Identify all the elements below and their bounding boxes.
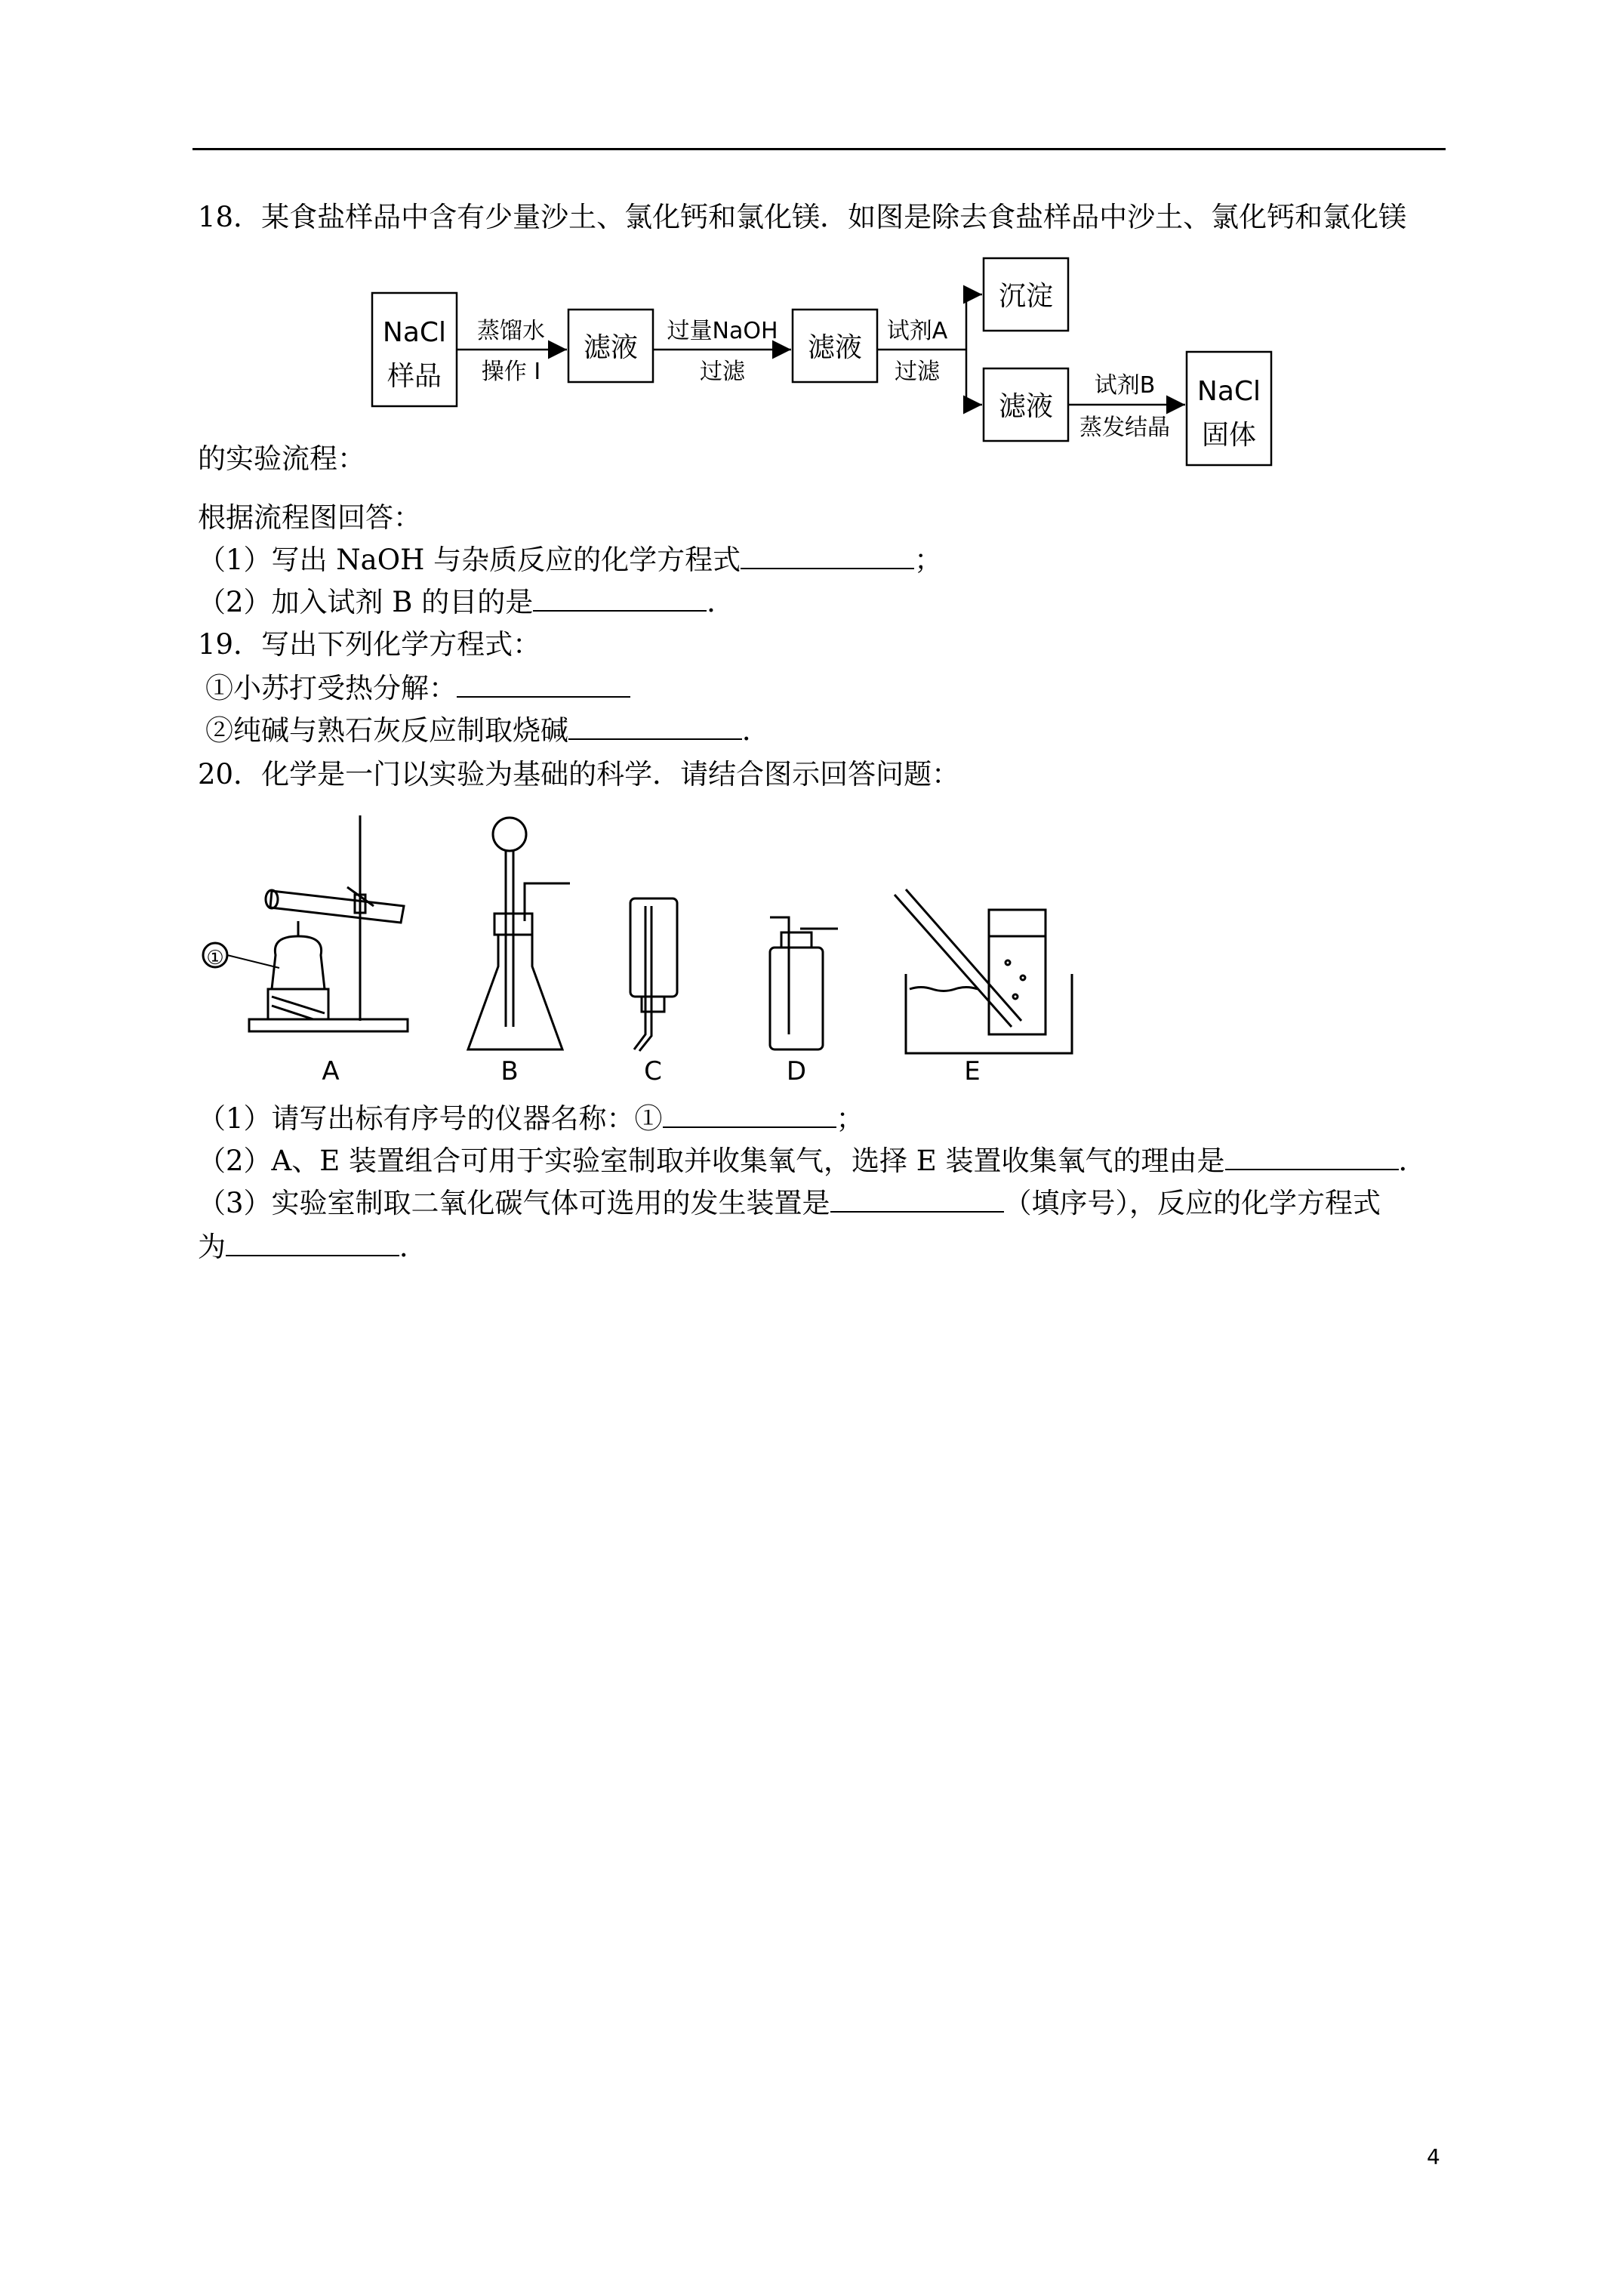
q20-sub1-text: （1）请写出标有序号的仪器名称：① <box>198 1102 663 1135</box>
e-delivery-tube <box>895 895 1012 1027</box>
q18-sub1-text: （1）写出 NaOH 与杂质反应的化学方程式 <box>198 544 741 576</box>
q20-apparatus-figure <box>192 800 1136 1099</box>
marker-label: ① <box>206 947 224 969</box>
q20-sub1 <box>198 1101 864 1137</box>
flow-solid-l2: 固体 <box>1201 420 1257 451</box>
flow-arrow2-top: 过量NaOH <box>667 318 778 344</box>
q20-sub3-cont <box>198 1229 427 1265</box>
q20-sub3-end: ． <box>399 1231 427 1263</box>
flow-arrow3-top: 试剂A <box>886 318 948 344</box>
q20-stem: 20．化学是一门以实验为基础的科学．请结合图示回答问题： <box>198 758 960 791</box>
q19-sub2-end: ． <box>742 714 770 747</box>
q20-sub3-cont-text: 为 <box>198 1231 226 1263</box>
answer-blank[interactable] <box>663 1101 836 1128</box>
flow-arrow1-top: 蒸馏水 <box>477 318 545 344</box>
flow-filtrate-3: 滤液 <box>998 391 1054 422</box>
label-d: D <box>786 1056 807 1086</box>
apparatus-c <box>630 898 677 1051</box>
flow-arrow1-bot: 操作 I <box>481 359 541 385</box>
q20-sub3 <box>198 1185 1381 1222</box>
page-number: 4 <box>1427 2144 1440 2169</box>
flow-solid-l1: NaCl <box>1196 376 1261 407</box>
flow-filtrate-1: 滤液 <box>583 332 639 363</box>
flow-sample-l1: NaCl <box>382 317 447 348</box>
apparatus-d <box>770 917 838 1049</box>
q20-sub2-text: （2）A、E 装置组合可用于实验室制取并收集氧气，选择 E 装置收集氧气的理由是 <box>198 1145 1225 1177</box>
apparatus-a <box>203 815 408 1031</box>
q20-sub1-end: ； <box>836 1102 864 1135</box>
apparatus-e <box>895 889 1072 1053</box>
conical-flask <box>468 935 562 1049</box>
header-rule <box>192 148 1446 150</box>
q20-sub3-text: （3）实验室制取二氧化碳气体可选用的发生装置是 <box>198 1187 830 1219</box>
c-tube <box>634 906 645 1049</box>
flow-sample-l2: 样品 <box>387 361 442 392</box>
answer-blank[interactable] <box>533 584 707 612</box>
q20-sub2 <box>198 1143 1427 1179</box>
alcohol-lamp <box>272 936 325 989</box>
q18-flowchart <box>366 249 1295 476</box>
label-a: A <box>322 1056 340 1086</box>
d-tube <box>770 917 789 1034</box>
flow-arrow3-bot: 过滤 <box>895 359 940 385</box>
q20-sub2-end: ． <box>1398 1145 1427 1177</box>
label-e: E <box>964 1056 981 1086</box>
q18-sub1-end: ； <box>914 544 943 576</box>
q20-sub3-mid: （填序号），反应的化学方程式 <box>1003 1187 1381 1219</box>
flow-filtrate-2: 滤液 <box>807 332 863 363</box>
answer-blank[interactable] <box>457 670 630 698</box>
apparatus-b <box>468 818 570 1049</box>
q18-sub2-end: ． <box>707 586 735 618</box>
flow-arrow4-top: 试剂B <box>1094 372 1156 399</box>
flow-arrow2-bot: 过滤 <box>700 359 745 385</box>
answer-blank[interactable] <box>568 713 742 740</box>
q18-stem: 18．某食盐样品中含有少量沙土、氯化钙和氯化镁．如图是除去食盐样品中沙土、氯化钙和氯化镁 <box>198 201 1407 233</box>
label-c: C <box>644 1056 662 1086</box>
q19-sub2-text: ②纯碱与熟石灰反应制取烧碱 <box>205 714 568 747</box>
q19-sub2 <box>205 713 770 749</box>
flow-precipitate: 沉淀 <box>998 281 1054 312</box>
gas-bottle <box>770 948 823 1049</box>
q18-intro: 根据流程图回答： <box>198 501 421 534</box>
q19-sub1-text: ①小苏打受热分解： <box>205 672 457 704</box>
q18-sub2 <box>198 584 735 621</box>
q18-stem-cont: 的实验流程： <box>198 442 365 475</box>
answer-blank[interactable] <box>1225 1143 1399 1170</box>
answer-blank[interactable] <box>741 542 914 569</box>
flow-arrow4-bot: 蒸发结晶 <box>1079 415 1170 441</box>
answer-blank[interactable] <box>830 1185 1004 1213</box>
stand-base <box>249 1019 408 1031</box>
test-tube <box>270 891 404 923</box>
q18-sub1 <box>198 542 942 578</box>
q19-stem: 19．写出下列化学方程式： <box>198 628 541 661</box>
answer-blank[interactable] <box>226 1229 399 1256</box>
q18-sub2-text: （2）加入试剂 B 的目的是 <box>198 586 534 618</box>
thistle-funnel-bulb <box>493 818 526 851</box>
label-b: B <box>500 1056 519 1086</box>
q19-sub1 <box>205 670 630 707</box>
inverted-bottle <box>630 898 677 997</box>
